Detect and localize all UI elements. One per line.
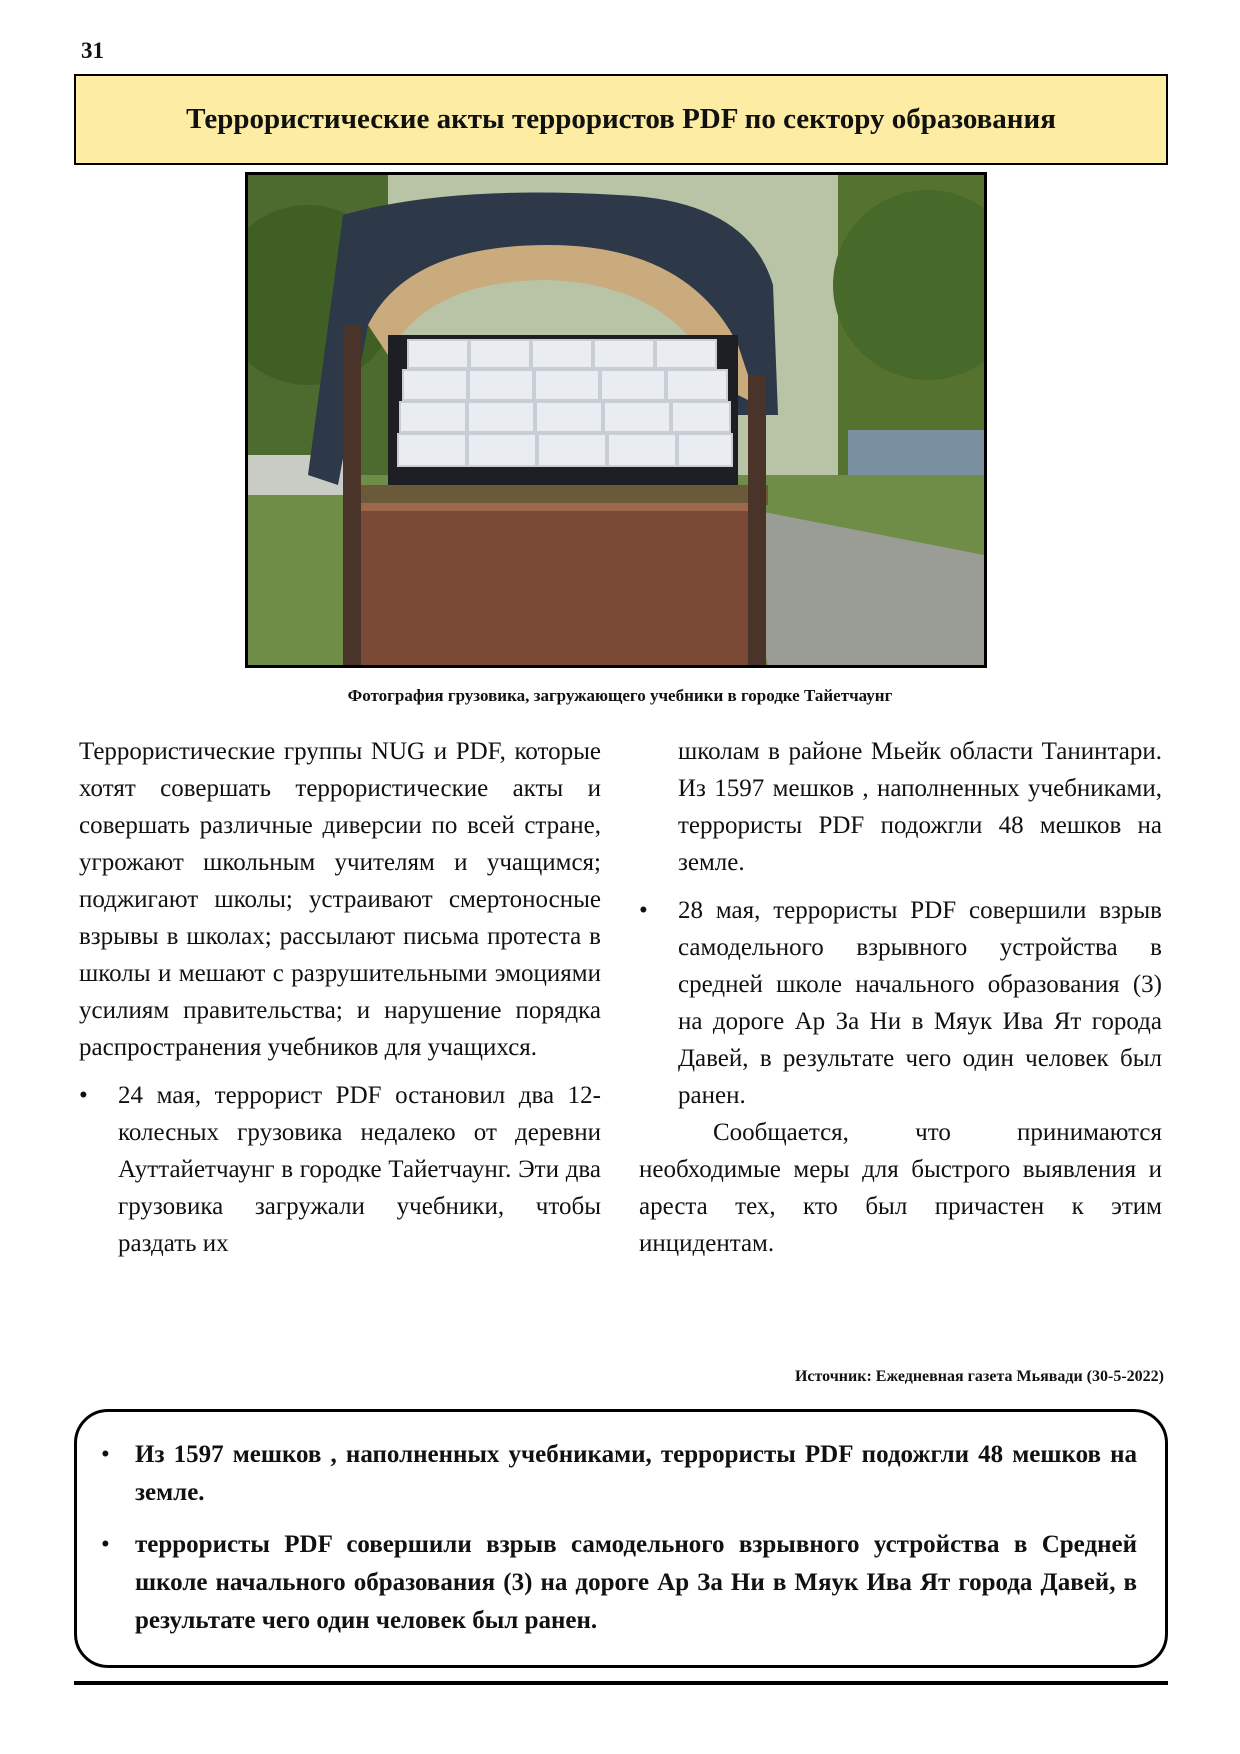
bullet-text-may-24: 24 мая, террорист PDF остановил два 12-колесных грузовика недалеко от деревни Ауттайетчаунг в городке Тайетчаунг. Эти два грузовика загружали учебники, чтобы раздать их — [118, 1082, 601, 1257]
truck-photo — [245, 172, 987, 668]
bottom-divider — [74, 1681, 1168, 1685]
page-title: Террористические акты террористов PDF по сектору образования — [186, 103, 1056, 135]
page-number: 31 — [81, 38, 104, 63]
photo-caption: Фотография грузовика, загружающего учебники в городке Тайетчаунг — [347, 686, 893, 705]
bullet-icon: • — [79, 1082, 88, 1109]
bullet-icon: • — [101, 1441, 110, 1468]
summary-box — [74, 1409, 1168, 1668]
bullet-icon: • — [101, 1531, 110, 1558]
summary-item — [93, 1436, 1137, 1512]
summary-text-2: террористы PDF совершили взрыв самодельного взрывного устройства в Средней школе начального образования (3) на дороге Ар За Ни в Мяук Ива Ят города Давей, в результате чего один человек был ранен. — [135, 1531, 1137, 1634]
list-item — [79, 1077, 601, 1262]
bullet-text-may-28: 28 мая, террористы PDF совершили взрыв самодельного взрывного устройства в средней школе начального образования (3) на дороге Ар За Ни в Мяук Ива Ят города Давей, в результате чего один человек был ранен. — [678, 897, 1162, 1109]
left-column — [79, 733, 601, 1262]
right-column — [639, 733, 1162, 1262]
bullet-continuation: школам в районе Мьейк области Танинтари. Из 1597 мешков , наполненных учебниками, террористы PDF подожгли 48 мешков на земле. — [678, 738, 1162, 876]
summary-item — [93, 1526, 1137, 1640]
source-citation: Источник: Ежедневная газета Мьявади (30-5-2022) — [794, 1368, 1164, 1385]
title-banner — [74, 74, 1168, 165]
summary-text-1: Из 1597 мешков , наполненных учебниками, террористы PDF подожгли 48 мешков на земле. — [135, 1441, 1137, 1506]
intro-paragraph: Террористические группы NUG и PDF, которые хотят совершать террористические акты и совершать различные диверсии по всей стране, угрожают школьным учителям и учащимся; поджигают школы; устраивают смертоносные взрывы в школах; рассылают письма протеста в школы и мешают с разрушительными эмоциями усилиям правительства; и нарушение порядка распространения учебников для учащихся. — [79, 738, 601, 1061]
closing-paragraph: Сообщается, что принимаются необходимые меры для быстрого выявления и ареста тех, кто был причастен к этим инцидентам. — [639, 1119, 1162, 1257]
list-item — [639, 892, 1162, 1114]
bullet-icon: • — [639, 897, 648, 924]
